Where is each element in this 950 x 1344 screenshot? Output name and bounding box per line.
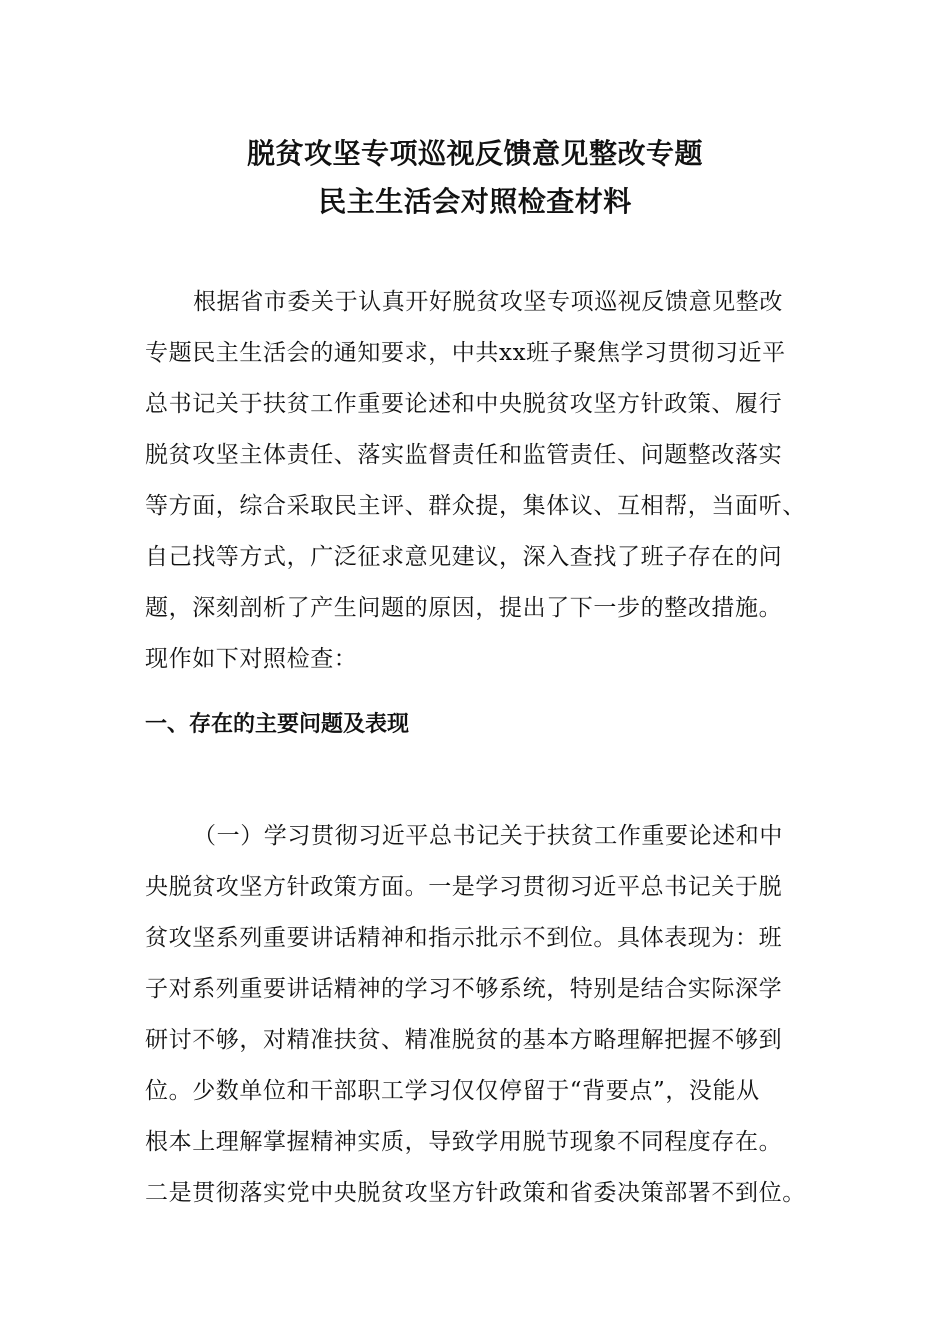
paragraph-line: 自己找等方式，广泛征求意见建议，深入查找了班子存在的问 [145, 544, 783, 570]
title-line-2: 民主生活会对照检查材料 [318, 185, 632, 218]
paragraph-line: 专题民主生活会的通知要求，中共xx班子聚焦学习贯彻习近平 [145, 340, 786, 366]
paragraph-line: 等方面，综合采取民主评、群众提，集体议、互相帮，当面听、 [145, 493, 806, 519]
paragraph-line: 脱贫攻坚主体责任、落实监督责任和监管责任、问题整改落实 [145, 442, 783, 468]
paragraph-line: 根据省市委关于认真开好脱贫攻坚专项巡视反馈意见整改 [193, 289, 783, 315]
paragraph-line: 研讨不够，对精准扶贫、精准脱贫的基本方略理解把握不够到 [145, 1027, 783, 1053]
paragraph-line: 二是贯彻落实党中央脱贫攻坚方针政策和省委决策部署不到位。 [145, 1180, 806, 1206]
paragraph-line: 贫攻坚系列重要讲话精神和指示批示不到位。具体表现为：班 [145, 925, 783, 951]
paragraph-line: 央脱贫攻坚方针政策方面。一是学习贯彻习近平总书记关于脱 [145, 874, 783, 900]
document-title [0, 130, 950, 226]
paragraph-line: 子对系列重要讲话精神的学习不够系统，特别是结合实际深学 [145, 976, 783, 1002]
paragraph-line: 题，深刻剖析了产生问题的原因，提出了下一步的整改措施。 [145, 595, 783, 621]
paragraph-line: 根本上理解掌握精神实质，导致学用脱节现象不同程度存在。 [145, 1129, 783, 1155]
paragraph-line: 现作如下对照检查： [145, 646, 358, 672]
section-heading: 一、存在的主要问题及表现 [145, 712, 410, 737]
paragraph-line: （一）学习贯彻习近平总书记关于扶贫工作重要论述和中 [193, 823, 783, 849]
paragraph-line: 位。少数单位和干部职工学习仅仅停留于“背要点”，没能从 [145, 1078, 760, 1104]
section-paragraph [145, 811, 815, 1219]
intro-paragraph [145, 277, 815, 685]
paragraph-line: 总书记关于扶贫工作重要论述和中央脱贫攻坚方针政策、履行 [145, 391, 783, 417]
title-line-1: 脱贫攻坚专项巡视反馈意见整改专题 [246, 137, 703, 170]
